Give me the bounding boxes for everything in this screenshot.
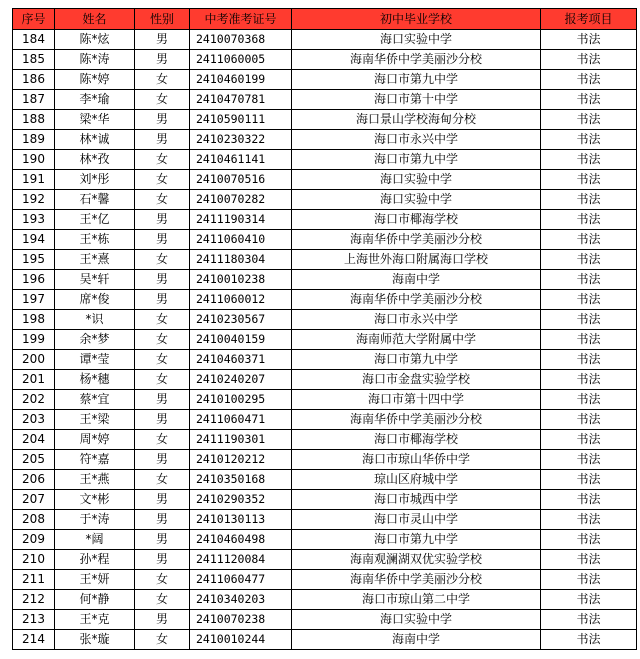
exam-id-cell: 2411190301 — [190, 430, 292, 450]
serial-cell: 208 — [13, 510, 55, 530]
serial-cell: 214 — [13, 630, 55, 650]
project-cell: 书法 — [541, 310, 637, 330]
table-row — [13, 510, 637, 530]
exam-id-cell: 2410340203 — [190, 590, 292, 610]
project-cell: 书法 — [541, 490, 637, 510]
gender-cell: 女 — [135, 370, 190, 390]
name-cell: 周*婷 — [55, 430, 135, 450]
serial-cell: 184 — [13, 30, 55, 50]
exam-id-cell: 2410010244 — [190, 630, 292, 650]
serial-cell: 204 — [13, 430, 55, 450]
exam-id-cell: 2410130113 — [190, 510, 292, 530]
table-row — [13, 530, 637, 550]
gender-cell: 女 — [135, 430, 190, 450]
school-cell: 海口市第九中学 — [292, 530, 541, 550]
project-cell: 书法 — [541, 570, 637, 590]
school-cell: 海口实验中学 — [292, 170, 541, 190]
exam-id-cell: 2411060012 — [190, 290, 292, 310]
school-cell: 海南华侨中学美丽沙分校 — [292, 570, 541, 590]
project-cell: 书法 — [541, 450, 637, 470]
name-cell: 王*妍 — [55, 570, 135, 590]
school-cell: 海南华侨中学美丽沙分校 — [292, 410, 541, 430]
serial-cell: 190 — [13, 150, 55, 170]
exam-id-cell: 2410460371 — [190, 350, 292, 370]
project-cell: 书法 — [541, 90, 637, 110]
table-row — [13, 290, 637, 310]
gender-cell: 男 — [135, 230, 190, 250]
project-cell: 书法 — [541, 510, 637, 530]
name-cell: 陈*婷 — [55, 70, 135, 90]
gender-cell: 男 — [135, 450, 190, 470]
name-cell: 蔡*宜 — [55, 390, 135, 410]
serial-cell: 196 — [13, 270, 55, 290]
name-cell: 王*栋 — [55, 230, 135, 250]
name-cell: 王*克 — [55, 610, 135, 630]
school-cell: 海口市椰海学校 — [292, 210, 541, 230]
project-cell: 书法 — [541, 350, 637, 370]
serial-cell: 192 — [13, 190, 55, 210]
name-cell: 何*静 — [55, 590, 135, 610]
name-cell: 刘*彤 — [55, 170, 135, 190]
gender-cell: 男 — [135, 530, 190, 550]
school-cell: 海口市椰海学校 — [292, 430, 541, 450]
exam-id-cell: 2410460199 — [190, 70, 292, 90]
table-header — [13, 9, 637, 30]
school-cell: 海南华侨中学美丽沙分校 — [292, 50, 541, 70]
table-row — [13, 410, 637, 430]
table-row — [13, 630, 637, 650]
serial-cell: 185 — [13, 50, 55, 70]
header-exam-id: 中考准考证号 — [190, 9, 292, 30]
exam-id-cell: 2410460498 — [190, 530, 292, 550]
table-row — [13, 110, 637, 130]
gender-cell: 男 — [135, 50, 190, 70]
project-cell: 书法 — [541, 110, 637, 130]
table-row — [13, 570, 637, 590]
gender-cell: 男 — [135, 550, 190, 570]
school-cell: 海口实验中学 — [292, 610, 541, 630]
project-cell: 书法 — [541, 630, 637, 650]
gender-cell: 男 — [135, 30, 190, 50]
school-cell: 海南师范大学附属中学 — [292, 330, 541, 350]
exam-id-cell: 2410010238 — [190, 270, 292, 290]
table-row — [13, 550, 637, 570]
name-cell: 席*俊 — [55, 290, 135, 310]
table-row — [13, 430, 637, 450]
header-school: 初中毕业学校 — [292, 9, 541, 30]
name-cell: 谭*莹 — [55, 350, 135, 370]
project-cell: 书法 — [541, 550, 637, 570]
gender-cell: 女 — [135, 350, 190, 370]
exam-id-cell: 2410120212 — [190, 450, 292, 470]
serial-cell: 205 — [13, 450, 55, 470]
serial-cell: 191 — [13, 170, 55, 190]
table-row — [13, 610, 637, 630]
serial-cell: 209 — [13, 530, 55, 550]
table-row — [13, 270, 637, 290]
name-cell: 王*亿 — [55, 210, 135, 230]
gender-cell: 女 — [135, 630, 190, 650]
school-cell: 海口市金盘实验学校 — [292, 370, 541, 390]
name-cell: 张*璇 — [55, 630, 135, 650]
serial-cell: 198 — [13, 310, 55, 330]
serial-cell: 187 — [13, 90, 55, 110]
serial-cell: 200 — [13, 350, 55, 370]
school-cell: 海南中学 — [292, 270, 541, 290]
school-cell: 海口市永兴中学 — [292, 130, 541, 150]
exam-id-cell: 2411120084 — [190, 550, 292, 570]
gender-cell: 男 — [135, 210, 190, 230]
name-cell: 梁*华 — [55, 110, 135, 130]
table-row — [13, 210, 637, 230]
gender-cell: 男 — [135, 490, 190, 510]
school-cell: 海口市第九中学 — [292, 350, 541, 370]
project-cell: 书法 — [541, 590, 637, 610]
header-project: 报考项目 — [541, 9, 637, 30]
project-cell: 书法 — [541, 410, 637, 430]
table-row — [13, 250, 637, 270]
project-cell: 书法 — [541, 430, 637, 450]
serial-cell: 194 — [13, 230, 55, 250]
exam-id-cell: 2411060477 — [190, 570, 292, 590]
project-cell: 书法 — [541, 150, 637, 170]
exam-id-cell: 2410240207 — [190, 370, 292, 390]
exam-id-cell: 2410230567 — [190, 310, 292, 330]
gender-cell: 男 — [135, 410, 190, 430]
serial-cell: 203 — [13, 410, 55, 430]
gender-cell: 男 — [135, 130, 190, 150]
header-row — [13, 9, 637, 30]
exam-id-cell: 2410290352 — [190, 490, 292, 510]
name-cell: 文*彬 — [55, 490, 135, 510]
table-row — [13, 370, 637, 390]
serial-cell: 212 — [13, 590, 55, 610]
project-cell: 书法 — [541, 170, 637, 190]
project-cell: 书法 — [541, 330, 637, 350]
name-cell: 李*瑜 — [55, 90, 135, 110]
serial-cell: 210 — [13, 550, 55, 570]
serial-cell: 193 — [13, 210, 55, 230]
serial-cell: 213 — [13, 610, 55, 630]
gender-cell: 男 — [135, 510, 190, 530]
school-cell: 海口市第九中学 — [292, 70, 541, 90]
name-cell: 符*嘉 — [55, 450, 135, 470]
table-body — [13, 30, 637, 650]
exam-id-cell: 2410070368 — [190, 30, 292, 50]
table-row — [13, 450, 637, 470]
exam-id-cell: 2411190314 — [190, 210, 292, 230]
gender-cell: 女 — [135, 90, 190, 110]
name-cell: 孙*程 — [55, 550, 135, 570]
exam-id-cell: 2410470781 — [190, 90, 292, 110]
table-row — [13, 170, 637, 190]
serial-cell: 201 — [13, 370, 55, 390]
name-cell: 吴*轩 — [55, 270, 135, 290]
project-cell: 书法 — [541, 270, 637, 290]
serial-cell: 211 — [13, 570, 55, 590]
name-cell: 王*燕 — [55, 470, 135, 490]
header-gender: 性别 — [135, 9, 190, 30]
project-cell: 书法 — [541, 370, 637, 390]
name-cell: 林*诚 — [55, 130, 135, 150]
name-cell: 杨*穗 — [55, 370, 135, 390]
table-row — [13, 350, 637, 370]
serial-cell: 195 — [13, 250, 55, 270]
exam-id-cell: 2410040159 — [190, 330, 292, 350]
gender-cell: 男 — [135, 610, 190, 630]
name-cell: 陈*涛 — [55, 50, 135, 70]
gender-cell: 女 — [135, 330, 190, 350]
table-row — [13, 90, 637, 110]
table-row — [13, 310, 637, 330]
exam-id-cell: 2411060410 — [190, 230, 292, 250]
exam-id-cell: 2410070516 — [190, 170, 292, 190]
exam-id-cell: 2410230322 — [190, 130, 292, 150]
exam-id-cell: 2410070282 — [190, 190, 292, 210]
school-cell: 海南华侨中学美丽沙分校 — [292, 230, 541, 250]
gender-cell: 女 — [135, 310, 190, 330]
table-row — [13, 590, 637, 610]
school-cell: 海口市第十中学 — [292, 90, 541, 110]
exam-id-cell: 2410070238 — [190, 610, 292, 630]
project-cell: 书法 — [541, 390, 637, 410]
exam-id-cell: 2411060005 — [190, 50, 292, 70]
name-cell: 余*梦 — [55, 330, 135, 350]
school-cell: 海口实验中学 — [292, 30, 541, 50]
name-cell: 王*熹 — [55, 250, 135, 270]
serial-cell: 188 — [13, 110, 55, 130]
gender-cell: 男 — [135, 270, 190, 290]
serial-cell: 197 — [13, 290, 55, 310]
table-row — [13, 190, 637, 210]
serial-cell: 206 — [13, 470, 55, 490]
school-cell: 海口市第十四中学 — [292, 390, 541, 410]
name-cell: *阔 — [55, 530, 135, 550]
table-row — [13, 150, 637, 170]
gender-cell: 女 — [135, 250, 190, 270]
gender-cell: 女 — [135, 470, 190, 490]
name-cell: 石*馨 — [55, 190, 135, 210]
project-cell: 书法 — [541, 530, 637, 550]
table-row — [13, 470, 637, 490]
name-cell: 林*孜 — [55, 150, 135, 170]
name-cell: 王*梁 — [55, 410, 135, 430]
school-cell: 海口市琼山第二中学 — [292, 590, 541, 610]
project-cell: 书法 — [541, 70, 637, 90]
school-cell: 海南中学 — [292, 630, 541, 650]
school-cell: 海口市灵山中学 — [292, 510, 541, 530]
school-cell: 海口市永兴中学 — [292, 310, 541, 330]
gender-cell: 女 — [135, 590, 190, 610]
school-cell: 海口市琼山华侨中学 — [292, 450, 541, 470]
project-cell: 书法 — [541, 610, 637, 630]
table-row — [13, 490, 637, 510]
exam-id-cell: 2410590111 — [190, 110, 292, 130]
gender-cell: 女 — [135, 70, 190, 90]
school-cell: 海口市城西中学 — [292, 490, 541, 510]
table-row — [13, 390, 637, 410]
serial-cell: 207 — [13, 490, 55, 510]
project-cell: 书法 — [541, 290, 637, 310]
table-row — [13, 70, 637, 90]
gender-cell: 女 — [135, 570, 190, 590]
exam-id-cell: 2410461141 — [190, 150, 292, 170]
school-cell: 海口市第九中学 — [292, 150, 541, 170]
project-cell: 书法 — [541, 250, 637, 270]
exam-id-cell: 2410100295 — [190, 390, 292, 410]
gender-cell: 男 — [135, 110, 190, 130]
enrollment-table — [12, 8, 637, 650]
project-cell: 书法 — [541, 130, 637, 150]
gender-cell: 女 — [135, 170, 190, 190]
header-serial: 序号 — [13, 9, 55, 30]
table-row — [13, 50, 637, 70]
serial-cell: 186 — [13, 70, 55, 90]
exam-id-cell: 2411180304 — [190, 250, 292, 270]
serial-cell: 202 — [13, 390, 55, 410]
serial-cell: 189 — [13, 130, 55, 150]
gender-cell: 女 — [135, 150, 190, 170]
table-row — [13, 30, 637, 50]
gender-cell: 女 — [135, 190, 190, 210]
header-name: 姓名 — [55, 9, 135, 30]
school-cell: 上海世外海口附属海口学校 — [292, 250, 541, 270]
gender-cell: 男 — [135, 390, 190, 410]
project-cell: 书法 — [541, 210, 637, 230]
exam-id-cell: 2411060471 — [190, 410, 292, 430]
project-cell: 书法 — [541, 190, 637, 210]
name-cell: *识 — [55, 310, 135, 330]
project-cell: 书法 — [541, 470, 637, 490]
project-cell: 书法 — [541, 230, 637, 250]
table-row — [13, 330, 637, 350]
serial-cell: 199 — [13, 330, 55, 350]
name-cell: 于*涛 — [55, 510, 135, 530]
school-cell: 海口景山学校海甸分校 — [292, 110, 541, 130]
exam-id-cell: 2410350168 — [190, 470, 292, 490]
school-cell: 海南华侨中学美丽沙分校 — [292, 290, 541, 310]
school-cell: 海口实验中学 — [292, 190, 541, 210]
project-cell: 书法 — [541, 30, 637, 50]
table-row — [13, 130, 637, 150]
gender-cell: 男 — [135, 290, 190, 310]
school-cell: 海南观澜湖双优实验学校 — [292, 550, 541, 570]
school-cell: 琼山区府城中学 — [292, 470, 541, 490]
project-cell: 书法 — [541, 50, 637, 70]
table-row — [13, 230, 637, 250]
name-cell: 陈*炫 — [55, 30, 135, 50]
